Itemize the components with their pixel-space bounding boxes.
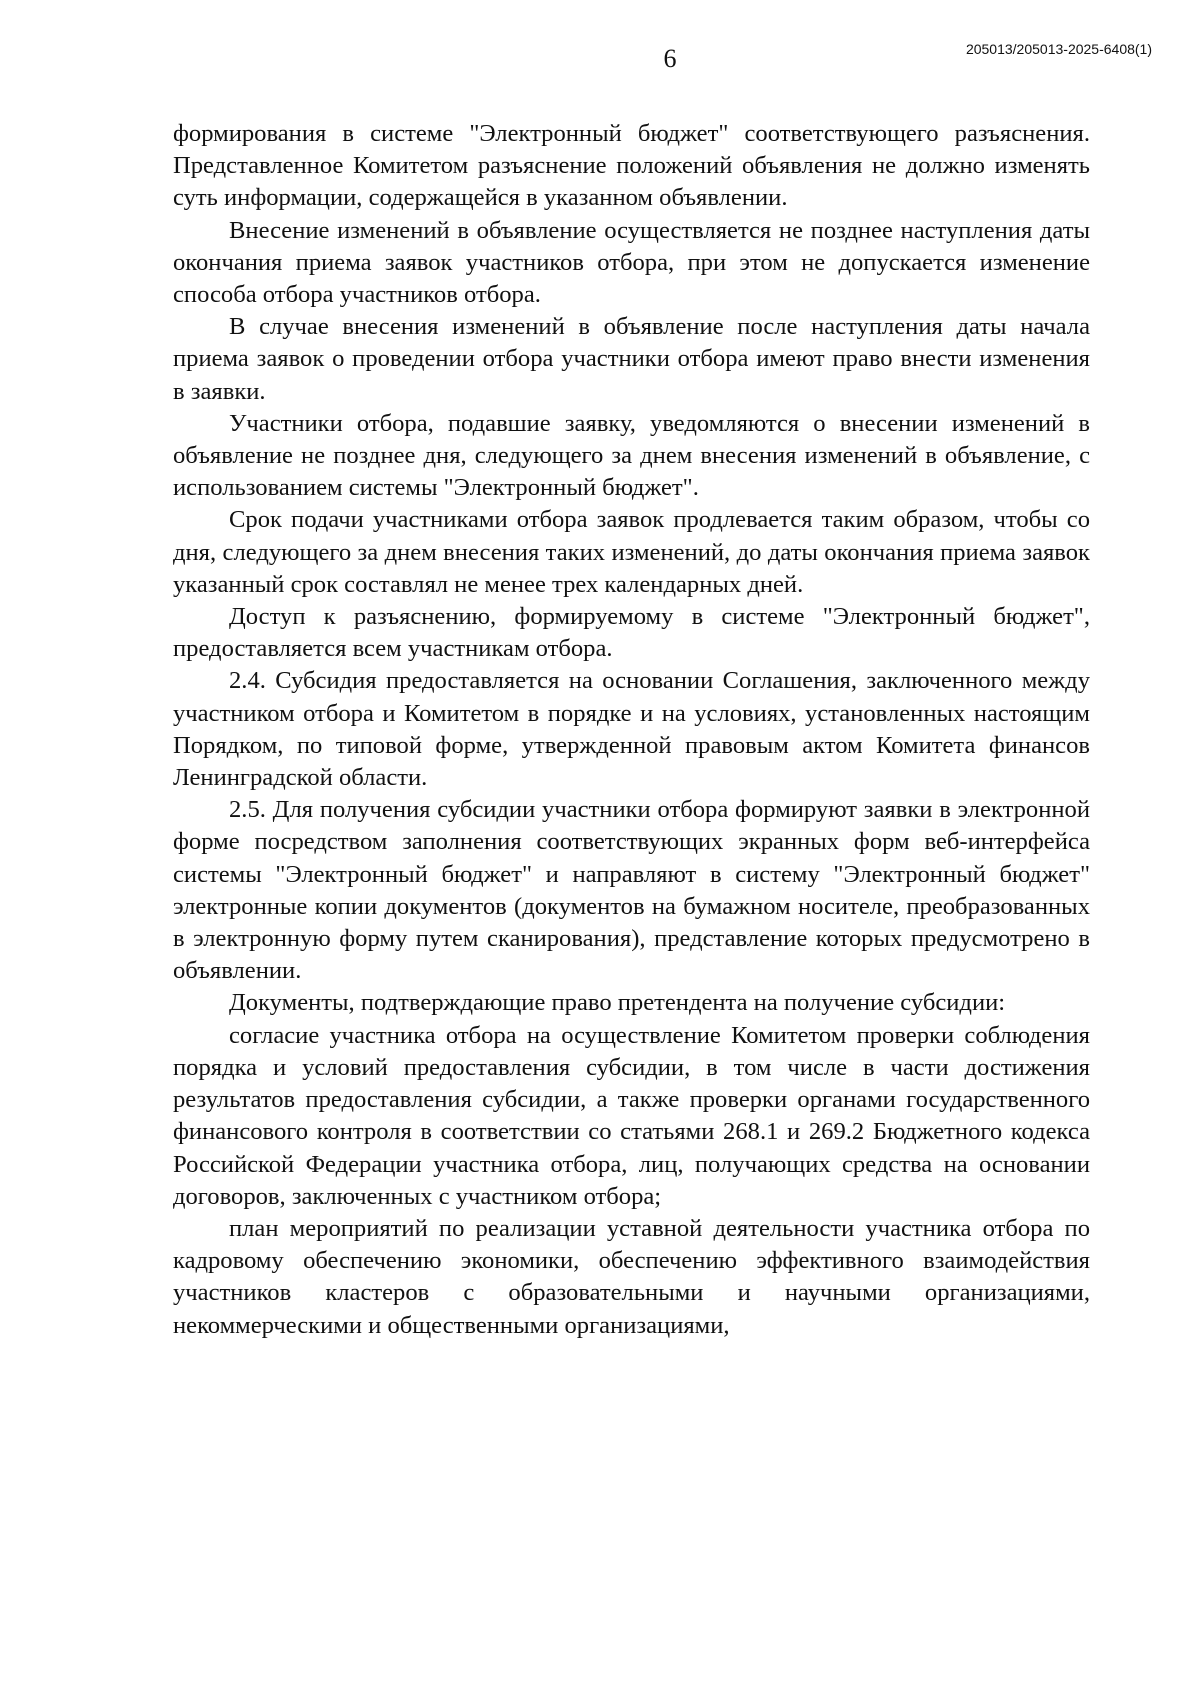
page-number: 6 <box>663 44 677 73</box>
paragraph: 2.5. Для получения субсидии участники отбора формируют заявки в электронной форме посредством заполнения соответствующих экранных форм веб-интерфейса системы "Электронный бюджет" и направляют в систему "Электронный бюджет" электронные копии документов (документов на бумажном носителе, преобразованных в электронную форму путем сканирования), представление которых предусмотрено в объявлении. <box>173 796 1090 985</box>
paragraph: Срок подачи участниками отбора заявок продлевается таким образом, чтобы со дня, следующего за днем внесения таких изменений, до даты окончания приема заявок указанный срок составлял не менее трех календарных дней. <box>173 506 1090 598</box>
paragraph: Внесение изменений в объявление осуществляется не позднее наступления даты окончания приема заявок участников отбора, при этом не допускается изменение способа отбора участников отбора. <box>173 216 1090 309</box>
paragraph: Документы, подтверждающие право претендента на получение субсидии: <box>229 989 1006 1017</box>
paragraph: 2.4. Субсидия предоставляется на основании Соглашения, заключенного между участником отбора и Комитетом в порядке и на условиях, установленных настоящим Порядком, по типовой форме, утвержденной правовым актом Комитета финансов Ленинградской области. <box>173 667 1090 792</box>
paragraph: Участники отбора, подавшие заявку, уведомляются о внесении изменений в объявление не позднее дня, следующего за днем внесения изменений в объявление, с использованием системы "Электронный бюджет". <box>173 409 1090 502</box>
document-id: 205013/205013-2025-6408(1) <box>965 41 1152 57</box>
paragraph: В случае внесения изменений в объявление после наступления даты начала приема заявок о проведении отбора участники отбора имеют право внести изменения в заявки. <box>173 313 1090 405</box>
paragraph: план мероприятий по реализации уставной деятельности участника отбора по кадровому обеспечению экономики, обеспечению эффективного взаимодействия участников кластеров с образовательными и научными организациями, некоммерческими и общественными организациями, <box>173 1214 1090 1339</box>
paragraph: согласие участника отбора на осуществление Комитетом проверки соблюдения порядка и условий предоставления субсидии, в том числе в части достижения результатов предоставления субсидии, а также проверки органами государственного финансового контроля в соответствии со статьями 268.1 и 269.2 Бюджетного кодекса Российской Федерации участника отбора, лиц, получающих средства на основании договоров, заключенных с участником отбора; <box>173 1021 1090 1210</box>
document-body <box>173 118 1090 1342</box>
paragraph: формирования в системе "Электронный бюджет" соответствующего разъяснения. Представленное Комитетом разъяснение положений объявления не должно изменять суть информации, содержащейся в указанном объявлении. <box>173 120 1090 212</box>
paragraph: Доступ к разъяснению, формируемому в системе "Электронный бюджет", предоставляется всем участникам отбора. <box>173 603 1090 663</box>
